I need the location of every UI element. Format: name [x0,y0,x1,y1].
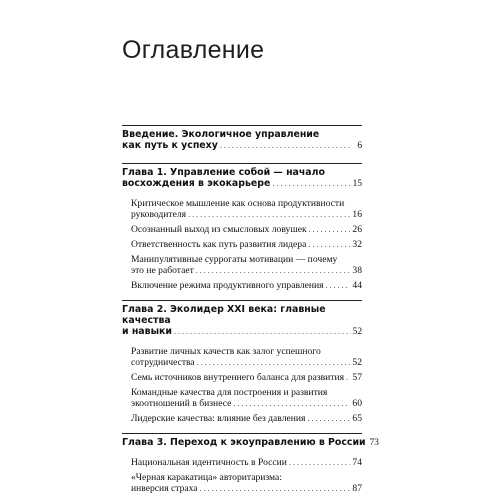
toc-entry-line1: Критическое мышление как основа продуктивности [131,198,345,209]
toc-page-number: 52 [352,327,362,337]
toc-entry-line2: руководителя [131,209,187,220]
toc-page-number: 16 [352,209,362,220]
toc-entry-line2: сотрудничества [131,357,195,368]
toc-page-number: 38 [352,265,362,276]
toc-chapter-2[interactable] [122,301,362,338]
toc-chapter-title-line1: Глава 3. Переход к экоуправлению в России [122,437,366,448]
toc-entry-line1: Лидерские качества: влияние без давления [131,413,306,424]
toc-entry[interactable] [122,472,362,494]
toc-page-number: 6 [357,141,362,151]
toc-entry[interactable] [122,280,362,291]
leader-dots [196,265,351,276]
toc-page-number: 73 [369,438,379,448]
toc-page-number: 26 [352,224,362,235]
toc-page-number: 60 [352,398,362,409]
leader-dots [307,413,350,424]
toc-entry-line1: Ответственность как путь развития лидера [131,239,307,250]
leader-dots [309,224,351,235]
toc-entry-line1: Включение режима продуктивного управления [131,280,324,291]
toc-entry-line1: Национальная идентичность в России [131,457,287,468]
toc-entry[interactable] [122,372,362,383]
toc-page-number: 32 [352,239,362,250]
toc-entry-line1: Осознанный выход из смысловых ловушек [131,224,307,235]
toc-chapter-3[interactable] [122,434,379,449]
leader-dots [289,457,351,468]
toc-entry-line2: экоотношений в бизнесе [131,398,232,409]
page-title: Оглавление [122,36,265,64]
leader-dots [326,280,351,291]
toc-entry-line1: Семь источников внутреннего баланса для развития [131,372,345,383]
toc-page-number: 65 [352,413,362,424]
leader-dots [197,357,351,368]
leader-dots [233,398,350,409]
toc-intro-title-line2: как путь к успеху [122,140,218,151]
toc-entry-line1: Манипулятивные суррогаты мотивации — почему [131,254,338,265]
toc-page-number: 74 [352,457,362,468]
toc-intro[interactable] [122,126,362,152]
toc-entry[interactable] [122,346,362,368]
toc-chapter-title-line1: Глава 1. Управление собой — начало [122,167,325,178]
toc-entry[interactable] [122,254,362,276]
leader-dots [346,372,350,383]
toc-entry-line2: это не работает [131,265,194,276]
toc-entry-line1: «Черная каракатица» авторитаризма: [131,472,282,483]
toc-chapter-title-line1: Глава 2. Эколидер XXI века: главные качества [122,304,326,326]
toc-entry[interactable] [122,224,362,235]
toc-entry-line2: инверсия страха [131,483,198,494]
leader-dots [272,178,350,189]
toc-entry[interactable] [122,198,362,220]
toc-entry[interactable] [122,413,362,424]
toc-chapter-title-line2: восхождения в экокарьере [122,178,271,189]
toc-chapter-1[interactable] [122,164,362,190]
toc-intro-title-line1: Введение. Экологичное управление [122,129,320,140]
leader-dots [220,140,351,151]
toc-entry[interactable] [122,239,362,250]
toc-chapter-title-line2: и навыки [122,326,172,337]
toc-page-number: 15 [352,179,362,189]
leader-dots [200,483,351,494]
table-of-contents [122,125,379,494]
toc-entry[interactable] [122,457,362,468]
toc-page-number: 44 [352,280,362,291]
toc-entry-line1: Командные качества для построения и развития [131,387,328,398]
toc-entry-line1: Развитие личных качеств как залог успешного [131,346,321,357]
toc-page-number: 52 [352,357,362,368]
toc-entry[interactable] [122,387,362,409]
leader-dots [174,326,351,337]
toc-page-number: 87 [352,483,362,494]
leader-dots [308,239,350,250]
toc-page-number: 57 [352,372,362,383]
leader-dots [188,209,350,220]
